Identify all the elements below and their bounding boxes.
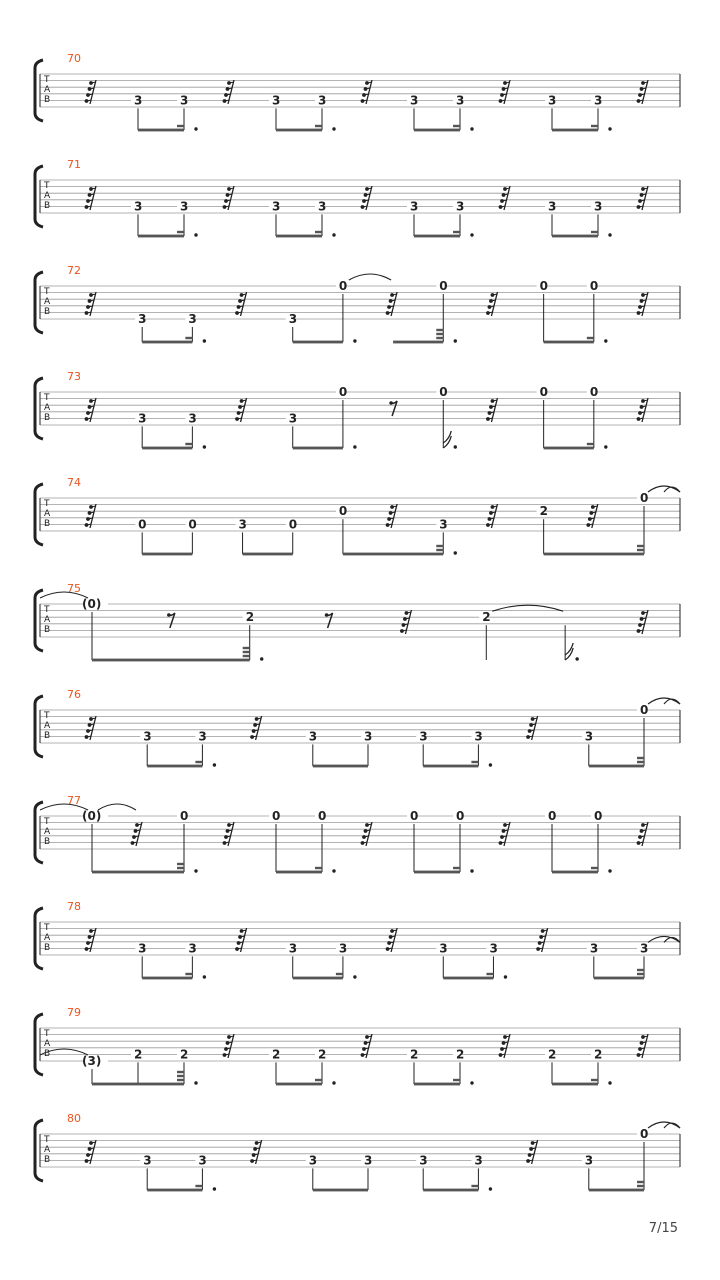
beam-partial (471, 1185, 478, 1187)
beam-partial (637, 549, 644, 551)
fret-number: 3 (318, 199, 327, 214)
beam-partial (591, 125, 598, 127)
beam (276, 871, 322, 874)
tab-clef-letter: B (44, 95, 51, 105)
rest-dot-head (167, 613, 171, 617)
system-bracket (35, 378, 43, 439)
beam-partial (177, 863, 184, 865)
fret-number: 3 (188, 312, 197, 326)
fret-number: 0 (318, 809, 327, 823)
fret-number: 2 (272, 1047, 281, 1062)
tab-clef-letter: B (44, 731, 51, 741)
fret-number: 2 (410, 1047, 419, 1062)
system-70 (35, 52, 680, 131)
fret-number: 0 (456, 809, 465, 823)
fret-number: 3 (198, 1153, 207, 1168)
beam-partial (637, 761, 644, 763)
beam-partial (436, 337, 443, 339)
fret-number: 0 (640, 491, 649, 505)
tab-clef-letter: A (44, 509, 51, 519)
dot (575, 657, 578, 660)
beam (544, 341, 594, 344)
tab-clef-letter: T (44, 181, 50, 191)
beam (276, 235, 322, 238)
beam (142, 341, 192, 344)
beam-partial (195, 761, 202, 763)
beam-partial (336, 973, 343, 975)
fret-number: (0) (82, 809, 102, 823)
fret-number: 3 (439, 517, 448, 532)
system-bracket (35, 1120, 43, 1181)
beam (276, 1083, 322, 1086)
beam-partial (591, 231, 598, 233)
beam (142, 447, 192, 450)
beam (552, 1083, 598, 1086)
tab-clef-letter: A (44, 85, 51, 95)
system-80 (35, 1112, 680, 1191)
tab-clef-letter: A (44, 827, 51, 837)
tab-clef-letter: B (44, 943, 51, 953)
tie (648, 486, 680, 492)
fret-number: 0 (640, 1127, 649, 1141)
system-75 (35, 582, 680, 661)
tab-clef-letter: T (44, 499, 50, 509)
tab-clef-letter: B (44, 519, 51, 529)
beam-partial (453, 125, 460, 127)
fret-number: 0 (589, 385, 599, 399)
dot (194, 869, 197, 872)
fret-number: 3 (288, 312, 298, 326)
beam-partial (315, 1079, 322, 1081)
beam-partial (637, 545, 644, 547)
fret-number: 3 (419, 1153, 428, 1168)
fret-number: 3 (180, 199, 189, 214)
beam (293, 341, 343, 344)
beam-partial (453, 231, 460, 233)
tab-clef-letter: B (44, 1049, 51, 1059)
beam (142, 977, 192, 980)
dot (608, 869, 611, 872)
dot (604, 339, 607, 342)
fret-number: 0 (539, 279, 548, 293)
dot (203, 445, 206, 448)
fret-number: 0 (338, 279, 348, 293)
fret-number: 0 (410, 809, 419, 823)
fret-number: 3 (272, 93, 281, 108)
beam (423, 1189, 478, 1192)
fret-number: 3 (308, 729, 318, 744)
measure-number: 74 (67, 476, 81, 489)
measure-number: 70 (67, 52, 81, 65)
beam (544, 553, 644, 556)
dot (489, 763, 492, 766)
beam-partial (637, 1185, 644, 1187)
fret-number: 0 (439, 279, 448, 293)
system-71 (35, 158, 680, 237)
fret-number: 2 (456, 1047, 465, 1062)
beam-partial (637, 1181, 644, 1183)
beam (92, 871, 184, 874)
dot (454, 339, 457, 342)
fret-number: 0 (188, 517, 197, 532)
beam (552, 871, 598, 874)
fret-number: 0 (439, 385, 448, 399)
beam-partial (637, 973, 644, 975)
fret-number: 3 (439, 941, 448, 956)
tab-clef-letter: A (44, 615, 51, 625)
fret-number: 3 (456, 199, 465, 214)
tie (648, 698, 680, 704)
note-flag (565, 643, 573, 655)
beam-partial (315, 125, 322, 127)
dot (194, 233, 197, 236)
fret-number: 0 (272, 809, 281, 823)
beam (414, 235, 460, 238)
beam (414, 871, 460, 874)
fret-number: 3 (584, 729, 594, 744)
dot (353, 975, 356, 978)
fret-number: 3 (188, 411, 197, 426)
dot (213, 763, 216, 766)
rest-dot-head (325, 613, 329, 617)
fret-number: 3 (410, 199, 419, 214)
beam (92, 1083, 184, 1086)
tab-clef-letter: A (44, 297, 51, 307)
note-flag (443, 431, 451, 443)
fret-number: 3 (138, 312, 147, 326)
beam-partial (591, 867, 598, 869)
dot (203, 339, 206, 342)
fret-number: 0 (589, 279, 599, 293)
fret-number: 2 (539, 504, 548, 519)
system-73 (35, 370, 680, 449)
page-number: 7/15 (648, 1221, 678, 1236)
system-bracket (35, 60, 43, 121)
dot (470, 127, 473, 130)
measure-number: 71 (67, 158, 81, 171)
beam-partial (243, 651, 250, 653)
beam (138, 129, 184, 132)
beam (313, 765, 368, 768)
measure-number: 80 (67, 1112, 81, 1125)
beam (443, 977, 493, 980)
beam (243, 553, 293, 556)
fret-number: 3 (138, 411, 147, 426)
rest-dot-head (389, 401, 393, 405)
system-78 (35, 900, 680, 979)
fret-number: 3 (138, 941, 147, 956)
fret-number: 3 (308, 1153, 318, 1168)
tab-clef-letter: B (44, 837, 51, 847)
tie (648, 1122, 680, 1128)
fret-number: 2 (134, 1047, 143, 1062)
fret-number: (3) (82, 1054, 102, 1068)
fret-number: 3 (188, 941, 197, 956)
dot (454, 551, 457, 554)
fret-number: 0 (640, 703, 649, 717)
tab-clef-letter: A (44, 721, 51, 731)
beam (594, 977, 644, 980)
fret-number: 2 (318, 1047, 327, 1062)
fret-number: 2 (594, 1047, 603, 1062)
dot (470, 233, 473, 236)
tab-clef-letter: A (44, 1039, 51, 1049)
beam-partial (195, 1185, 202, 1187)
beam (423, 765, 478, 768)
beam-partial (177, 231, 184, 233)
beam-partial (185, 337, 192, 339)
beam-partial (453, 867, 460, 869)
tab-clef-letter: B (44, 413, 51, 423)
beam (138, 235, 184, 238)
fret-number: 2 (180, 1047, 189, 1062)
beam (552, 129, 598, 132)
beam-partial (637, 757, 644, 759)
beam (293, 447, 343, 450)
fret-number: (0) (82, 597, 102, 611)
beam (393, 341, 443, 344)
dot (203, 975, 206, 978)
dot (504, 975, 507, 978)
tab-clef-letter: B (44, 307, 51, 317)
beam-partial (177, 1075, 184, 1077)
beam (313, 1189, 368, 1192)
dot (260, 657, 263, 660)
beam-partial (436, 329, 443, 331)
fret-number: 3 (489, 941, 498, 956)
system-72 (35, 264, 680, 343)
tab-clef-letter: T (44, 605, 50, 615)
fret-number: 3 (288, 941, 298, 956)
fret-number: 3 (548, 199, 557, 214)
tab-clef-letter: T (44, 393, 50, 403)
beam-partial (436, 549, 443, 551)
fret-number: 0 (539, 385, 548, 399)
system-bracket (35, 590, 43, 651)
fret-number: 3 (288, 411, 298, 426)
beam (544, 447, 594, 450)
dot (470, 869, 473, 872)
tie (349, 274, 391, 280)
dot (194, 127, 197, 130)
tab-clef-letter: A (44, 933, 51, 943)
fret-number: 3 (584, 1153, 594, 1168)
dot (608, 127, 611, 130)
beam-partial (177, 1079, 184, 1081)
system-bracket (35, 908, 43, 969)
measure-number: 72 (67, 264, 81, 277)
fret-number: 0 (338, 385, 348, 399)
fret-number: 3 (364, 729, 373, 744)
fret-number: 3 (338, 941, 348, 956)
measure-number: 76 (67, 688, 81, 701)
dot (608, 233, 611, 236)
tab-clef-letter: T (44, 817, 50, 827)
dot (454, 445, 457, 448)
fret-number: 3 (474, 729, 483, 744)
fret-number: 3 (198, 729, 207, 744)
system-bracket (35, 166, 43, 227)
beam (92, 659, 250, 662)
fret-number: 3 (318, 93, 327, 108)
beam (552, 235, 598, 238)
tab-clef-letter: T (44, 287, 50, 297)
beam-partial (587, 337, 594, 339)
system-77 (35, 794, 680, 873)
beam-partial (436, 545, 443, 547)
fret-number: 0 (594, 809, 603, 823)
beam-partial (315, 231, 322, 233)
fret-number: 3 (548, 93, 557, 108)
fret-number: 3 (640, 941, 649, 956)
fret-number: 0 (338, 504, 348, 519)
dot (332, 233, 335, 236)
dot (489, 1187, 492, 1190)
tab-clef-letter: T (44, 1135, 50, 1145)
dot (332, 1081, 335, 1084)
system-bracket (35, 802, 43, 863)
fret-number: 3 (419, 729, 428, 744)
beam (147, 1189, 202, 1192)
system-bracket (35, 484, 43, 545)
fret-number: 2 (245, 610, 255, 625)
fret-number: 3 (272, 199, 281, 214)
beam-partial (315, 867, 322, 869)
dot (353, 445, 356, 448)
beam (293, 977, 343, 980)
beam-partial (243, 647, 250, 649)
beam (343, 553, 443, 556)
fret-number: 0 (138, 517, 147, 532)
tab-clef-letter: B (44, 201, 51, 211)
fret-number: 3 (180, 93, 189, 108)
tab-clef-letter: A (44, 403, 51, 413)
tab-clef-letter: T (44, 923, 50, 933)
beam-partial (185, 443, 192, 445)
fret-number: 3 (238, 517, 247, 532)
beam (414, 129, 460, 132)
beam (142, 553, 192, 556)
system-79 (35, 1006, 680, 1085)
measure-number: 75 (67, 582, 81, 595)
dot (194, 1081, 197, 1084)
beam (147, 765, 202, 768)
beam (589, 765, 644, 768)
beam-partial (177, 1071, 184, 1073)
tab-clef-letter: T (44, 75, 50, 85)
fret-number: 3 (143, 1153, 152, 1168)
fret-number: 3 (589, 941, 599, 956)
measure-number: 79 (67, 1006, 81, 1019)
fret-number: 2 (548, 1047, 557, 1062)
beam-partial (591, 1079, 598, 1081)
beam-partial (587, 443, 594, 445)
dot (332, 869, 335, 872)
dot (332, 127, 335, 130)
fret-number: 0 (180, 809, 189, 823)
fret-number: 3 (143, 729, 152, 744)
system-bracket (35, 696, 43, 757)
fret-number: 3 (594, 93, 603, 108)
beam-partial (453, 1079, 460, 1081)
beam-partial (471, 761, 478, 763)
system-bracket (35, 1014, 43, 1075)
fret-number: 3 (410, 93, 419, 108)
fret-number: 3 (134, 93, 143, 108)
beam-partial (177, 867, 184, 869)
beam-partial (185, 973, 192, 975)
fret-number: 3 (456, 93, 465, 108)
fret-number: 3 (134, 199, 143, 214)
dot (470, 1081, 473, 1084)
system-76 (35, 688, 680, 767)
dot (608, 1081, 611, 1084)
fret-number: 2 (482, 610, 491, 625)
measure-number: 78 (67, 900, 81, 913)
tab-clef-letter: T (44, 1029, 50, 1039)
measure-number: 77 (67, 794, 81, 807)
tab-clef-letter: A (44, 191, 51, 201)
dot (604, 445, 607, 448)
beam (589, 1189, 644, 1192)
fret-number: 3 (364, 1153, 373, 1168)
system-bracket (35, 272, 43, 333)
beam-partial (177, 125, 184, 127)
fret-number: 0 (288, 517, 298, 532)
tab-clef-letter: B (44, 1155, 51, 1165)
tab-clef-letter: A (44, 1145, 51, 1155)
fret-number: 3 (594, 199, 603, 214)
beam-partial (436, 333, 443, 335)
fret-number: 3 (474, 1153, 483, 1168)
tab-clef-letter: B (44, 625, 51, 635)
tab-clef-letter: T (44, 711, 50, 721)
dot (353, 339, 356, 342)
tie (98, 804, 136, 810)
measure-number: 73 (67, 370, 81, 383)
fret-number: 0 (548, 809, 557, 823)
beam-partial (486, 973, 493, 975)
beam (414, 1083, 460, 1086)
beam (276, 129, 322, 132)
dot (213, 1187, 216, 1190)
beam-partial (243, 655, 250, 657)
system-74 (35, 476, 680, 555)
beam-partial (637, 969, 644, 971)
